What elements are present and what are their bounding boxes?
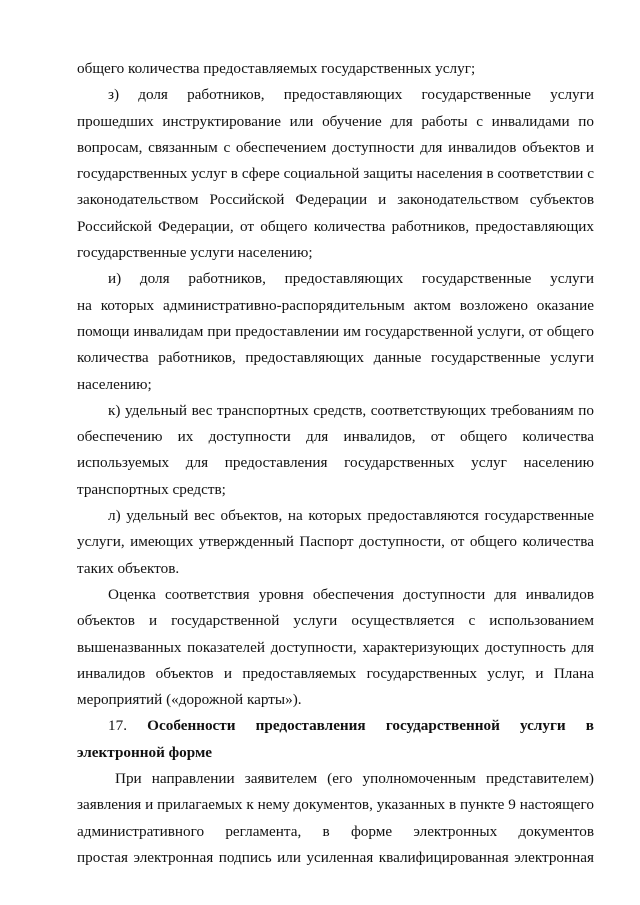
text-line: инвалидов объектов и предоставляемых государственных услуг, и Плана [77, 664, 594, 682]
text-line: количества работников, предоставляющих данные государственные услуги [77, 349, 594, 367]
text-line: помощи инвалидам при предоставлении им государственной услуги, от общего [77, 322, 594, 340]
text-line: населению; [77, 375, 152, 393]
text-line: простая электронная подпись или усиленная квалифицированная электронная [77, 848, 594, 866]
text-line: л) удельный вес объектов, на которых предоставляются государственные [108, 507, 594, 525]
text-line: объектов и государственной услуги осуществляется с использованием [77, 612, 594, 630]
section-heading [77, 713, 594, 739]
text-line: законодательством Российской Федерации и законодательством субъектов [77, 191, 594, 209]
text-line: государственные услуги населению; [77, 244, 313, 262]
text-line: заявления и прилагаемых к нему документов, указанных в пункте 9 настоящего [77, 796, 594, 814]
text-line: к) удельный вес транспортных средств, соответствующих требованиям по [108, 401, 594, 419]
document-body [77, 56, 594, 871]
text-line: и) доля работников, предоставляющих государственные услуги [108, 270, 594, 288]
text-line: Российской Федерации, от общего количества работников, предоставляющих [77, 217, 594, 235]
text-line: вышеназванных показателей доступности, характеризующих доступность для [77, 638, 594, 656]
text-line: прошедших инструктирование или обучение для работы с инвалидами по [77, 112, 594, 130]
text-line: Оценка соответствия уровня обеспечения доступности для инвалидов [108, 585, 594, 603]
text-line: з) доля работников, предоставляющих государственные услуги [108, 86, 594, 104]
text-line: При направлении заявителем (его уполномоченным представителем) [115, 770, 594, 788]
section-title: Особенности предоставления государственной услуги в [147, 717, 594, 735]
section-number: 17. [108, 717, 127, 735]
text-line: мероприятий («дорожной карты»). [77, 691, 302, 709]
text-line: транспортных средств; [77, 480, 226, 498]
text-line: таких объектов. [77, 559, 180, 577]
text-line: используемых для предоставления государственных услуг населению [77, 454, 594, 472]
text-line: общего количества предоставляемых государственных услуг; [77, 60, 476, 77]
text-line: государственных услуг в сфере социальной защиты населения в соответствии с [77, 165, 594, 183]
text-line: услуги, имеющих утвержденный Паспорт доступности, от общего количества [77, 533, 594, 551]
text-line: административного регламента, в форме электронных документов [77, 822, 594, 840]
text-line: на которых административно-распорядительным актом возложено оказание [77, 296, 594, 314]
section-title-continued: электронной форме [77, 743, 213, 761]
text-line: вопросам, связанным с обеспечением доступности для инвалидов объектов и [77, 138, 594, 156]
text-line: обеспечению их доступности для инвалидов, от общего количества [77, 428, 594, 446]
